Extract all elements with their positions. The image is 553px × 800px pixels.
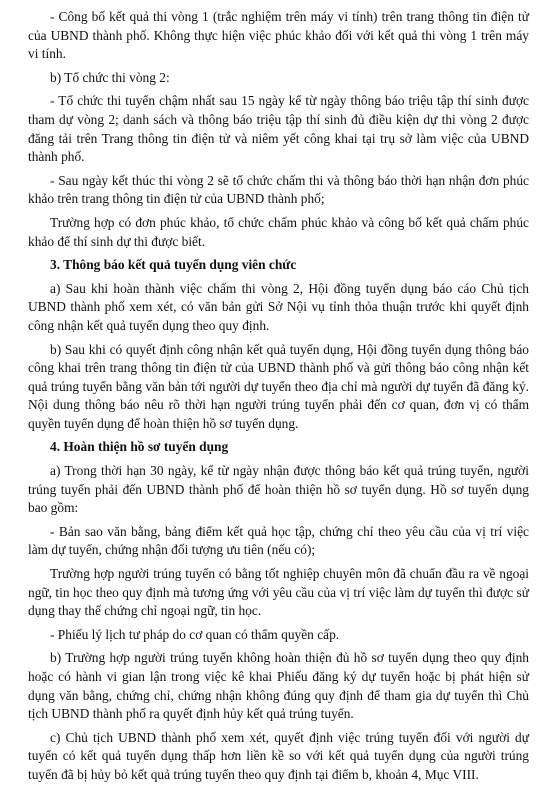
paragraph-4b: b) Trường hợp người trúng tuyển không hoàn thiện đủ hồ sơ tuyển dụng theo quy định hoặc có hành vi gian lận trong việc kê khai Phiếu đăng ký dự tuyển hoặc bị phát hiện sử dụng văn bằng, chứng chỉ, chứng nhận không đúng quy định để tham gia dự tuyển thì Chủ tịch UBND thành phố ra quyết định hủy kết quả trúng tuyển. (28, 650, 529, 722)
paragraph-phuc-khao: Trường hợp có đơn phúc khảo, tổ chức chấm phúc khảo và công bố kết quả chấm phúc khảo để thí sinh dự thi được biết. (28, 214, 529, 249)
paragraph-4a: a) Trong thời hạn 30 ngày, kể từ ngày nhận được thông báo kết quả trúng tuyển, người trúng tuyển phải đến UBND thành phố để hoàn thiện hồ sơ tuyển dụng. Hồ sơ tuyển dụng bao gồm: (28, 463, 529, 516)
paragraph-ban-sao-van-bang: - Bản sao văn bằng, bảng điểm kết quả học tập, chứng chỉ theo yêu cầu của vị trí việc làm dự tuyển, chứng nhận đối tượng ưu tiên (nếu có); (28, 523, 529, 558)
section-heading-3: 3. Thông báo kết quả tuyển dụng viên chức (50, 257, 297, 273)
paragraph-to-chuc-vong2: b) Tổ chức thi vòng 2: (50, 69, 170, 85)
paragraph-thoi-han-thi-vong2: - Tổ chức thi tuyển chậm nhất sau 15 ngày kể từ ngày thông báo triệu tập thí sinh được tham dự vòng 2; danh sách và thông báo triệu tập thí sinh đủ điều kiện dự thi vòng 2 được đăng tải trên Trang thông tin điện tử và niêm yết công khai tại trụ sở làm việc của UBND thành phố. (28, 93, 529, 165)
paragraph-vong1-cong-bo: - Công bố kết quả thi vòng 1 (trắc nghiệm trên máy vi tính) trên trang thông tin điện tử của UBND thành phố. Không thực hiện việc phúc khảo đối với kết quả thi vòng 1 trên máy vi tính. (28, 9, 529, 62)
paragraph-truong-hop-bang-tot-nghiep: Trường hợp người trúng tuyển có bằng tốt nghiệp chuyên môn đã chuẩn đầu ra về ngoại ngữ, tin học theo quy định mà tương ứng với yêu cầu của vị trí việc làm dự tuyển thì được sử dụng thay thế chứng chỉ ngoại ngữ, tin học. (28, 566, 529, 619)
paragraph-3b: b) Sau khi có quyết định công nhận kết quả tuyển dụng, Hội đồng tuyển dụng thông báo công khai trên trang thông tin điện tử của UBND thành phố và gửi thông báo công nhận kết quả trúng tuyển bằng văn bản tới người dự tuyển theo địa chỉ mà người dự tuyển đã đăng ký. Nội dung thông báo nêu rõ thời hạn người trúng tuyển phải đến cơ quan, đơn vị có thẩm quyền tuyển dụng để hoàn thiện hồ sơ tuyển dụng. (28, 341, 529, 431)
paragraph-4c: c) Chủ tịch UBND thành phố xem xét, quyết định việc trúng tuyển đối với người dự tuyển có kết quả tuyển dụng thấp hơn liền kề so với kết quả tuyển dụng của người trúng tuyển đã bị hủy bỏ kết quả trúng tuyển theo quy định tại điểm b, khoản 4, Mục VIII. (28, 729, 529, 782)
section-heading-4: 4. Hoàn thiện hồ sơ tuyển dụng (50, 439, 229, 455)
paragraph-phieu-ly-lich: - Phiếu lý lịch tư pháp do cơ quan có thẩm quyền cấp. (50, 626, 340, 642)
paragraph-cham-thi-vong2: - Sau ngày kết thúc thi vòng 2 sẽ tổ chức chấm thi và thông báo thời hạn nhận đơn phúc khảo trên trang thông tin điện tử của UBND thành phố; (28, 172, 529, 207)
paragraph-3a: a) Sau khi hoàn thành việc chấm thi vòng 2, Hội đồng tuyển dụng báo cáo Chủ tịch UBND thành phố xem xét, có văn bản gửi Sở Nội vụ tỉnh thỏa thuận trước khi quyết định công nhận kết quả tuyển dụng theo quy định. (28, 280, 529, 333)
